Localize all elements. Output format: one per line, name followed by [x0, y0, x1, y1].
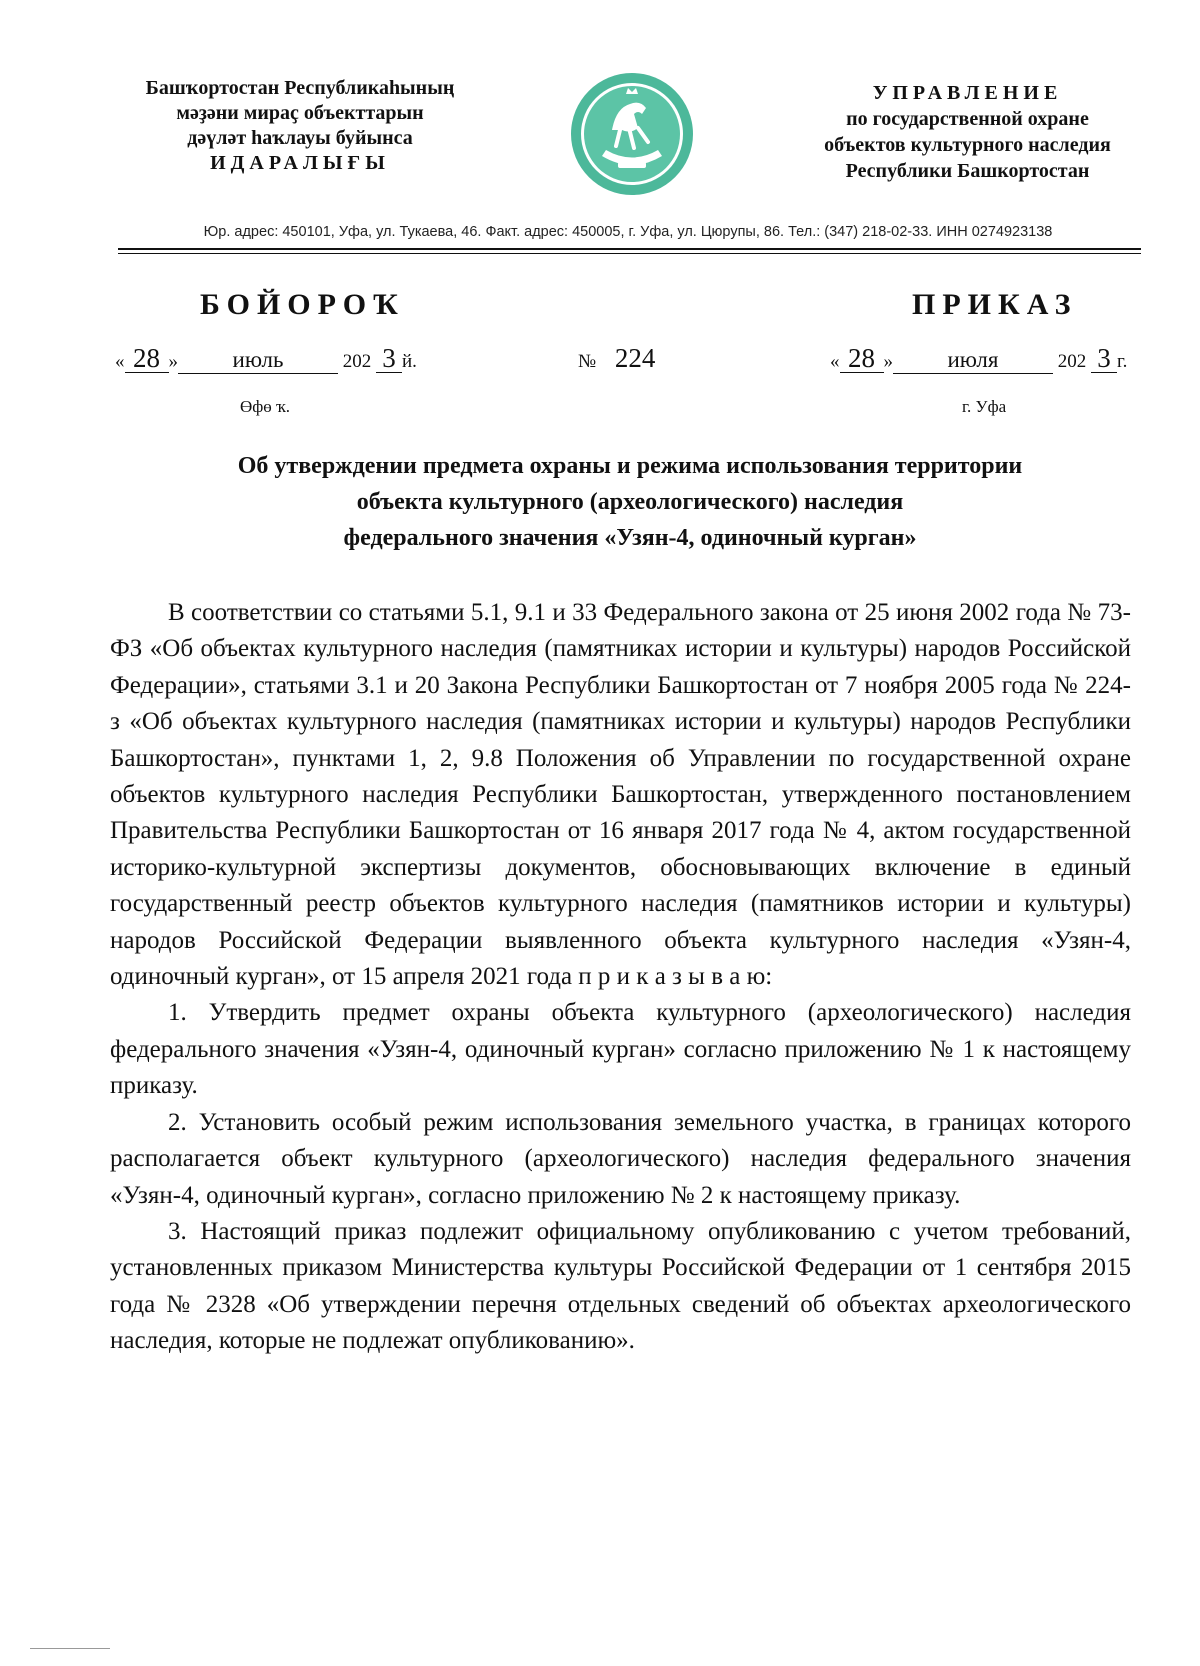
- header-left-line-3: дәүләт һаҡлауы буйынса: [187, 127, 413, 149]
- date-month: июля: [893, 346, 1053, 374]
- header-right-block: [785, 80, 1150, 184]
- quote-close: »: [168, 351, 178, 372]
- date-day: 28: [840, 345, 884, 373]
- header-right-line-3: объектов культурного наследия: [824, 134, 1111, 156]
- date-month: июль: [178, 346, 338, 374]
- document-body: [110, 595, 1131, 1360]
- date-line-bashkir: [115, 345, 417, 375]
- header-right-line-4: Республики Башкортостан: [845, 160, 1090, 182]
- date-year-prefix: 202: [342, 351, 372, 372]
- quote-open: «: [115, 351, 125, 372]
- date-year-digit: 3: [376, 345, 402, 373]
- header-divider-thin: [118, 253, 1141, 254]
- number-sign: №: [578, 351, 597, 372]
- date-year-suffix: г.: [1117, 351, 1128, 372]
- clause-1-paragraph: 1. Утвердить предмет охраны объекта культурного (археологического) наследия федерального значения «Узян-4, одиночный курган» согласно приложению № 1 к настоящему приказу.: [110, 999, 1131, 1100]
- header-right-line-1: УПРАВЛЕНИЕ: [872, 82, 1063, 104]
- date-year-digit: 3: [1091, 345, 1117, 373]
- date-year-suffix: й.: [402, 351, 417, 372]
- header-left-line-1: Башҡортостан Республикаһының: [145, 77, 455, 99]
- bashkortostan-coat-of-arms-icon: [568, 70, 696, 198]
- quote-open: «: [830, 351, 840, 372]
- city-russian: г. Уфа: [962, 397, 1007, 416]
- document-title: [100, 448, 1160, 556]
- date-day: 28: [125, 345, 169, 373]
- city-bashkir: Өфө ҡ.: [240, 397, 291, 416]
- organization-address: Юр. адрес: 450101, Уфа, ул. Тукаева, 46. Факт. адрес: 450005, г. Уфа, ул. Цюрупы, 86. Тел.: (347) 218-02-33. ИНН 0274923138: [203, 224, 1053, 240]
- header-left-line-4: ИДАРАЛЫҒЫ: [210, 152, 390, 174]
- preamble-paragraph: В соответствии со статьями 5.1, 9.1 и 33 Федерального закона от 25 июня 2002 года № 73-ФЗ «Об объектах культурного наследия (памятниках истории и культуры) народов Российской Федерации», статьями 3.1 и 20 Закона Республики Башкортостан от 7 ноября 2005 года № 224-з «Об объектах культурного наследия (памятниках истории и культуры) народов Республики Башкортостан», пунктами 1, 2, 9.8 Положения об Управлении по государственной охране объектов культурного наследия Республики Башкортостан, утвержденного постановлением Правительства Республики Башкортостан от 16 января 2017 года № 4, актом государственной историко-культурной экспертизы документов, обосновывающих включение в единый государственный реестр объектов культурного наследия (памятников истории и культуры) народов Российской Федерации выявленного объекта культурного наследия «Узян-4, одиночный курган», от 15 апреля 2021 года п р и к а з ы в а ю:: [110, 599, 1131, 991]
- header-right-line-2: по государственной охране: [846, 108, 1089, 130]
- title-line-3: федерального значения «Узян-4, одиночный курган»: [343, 525, 917, 551]
- header-left-block: [90, 76, 510, 176]
- title-line-2: объекта культурного (археологического) наследия: [356, 489, 904, 515]
- date-year-prefix: 202: [1057, 351, 1087, 372]
- header-divider: [118, 248, 1141, 250]
- order-number-line: [578, 343, 655, 373]
- clause-2-paragraph: 2. Установить особый режим использования земельного участка, в границах которого располагается объект культурного (археологического) наследия федерального значения «Узян-4, одиночный курган», согласно приложению № 2 к настоящему приказу.: [110, 1108, 1131, 1209]
- date-line-russian: [830, 345, 1127, 375]
- order-number: 224: [614, 343, 656, 373]
- doc-type-russian: ПРИКАЗ: [912, 288, 1078, 321]
- header-left-line-2: мәҙәни мираҫ объекттарын: [176, 102, 424, 124]
- page-edge-mark: [30, 1648, 110, 1649]
- doc-type-bashkir: БОЙОРОҠ: [200, 288, 405, 321]
- title-line-1: Об утверждении предмета охраны и режима использования территории: [237, 453, 1023, 479]
- quote-close: »: [883, 351, 893, 372]
- clause-3-paragraph: 3. Настоящий приказ подлежит официальному опубликованию с учетом требований, установленных приказом Министерства культуры Российской Федерации от 1 сентября 2015 года № 2328 «Об утверждении перечня отдельных сведений об объектах археологического наследия, которые не подлежат опубликованию».: [110, 1217, 1131, 1355]
